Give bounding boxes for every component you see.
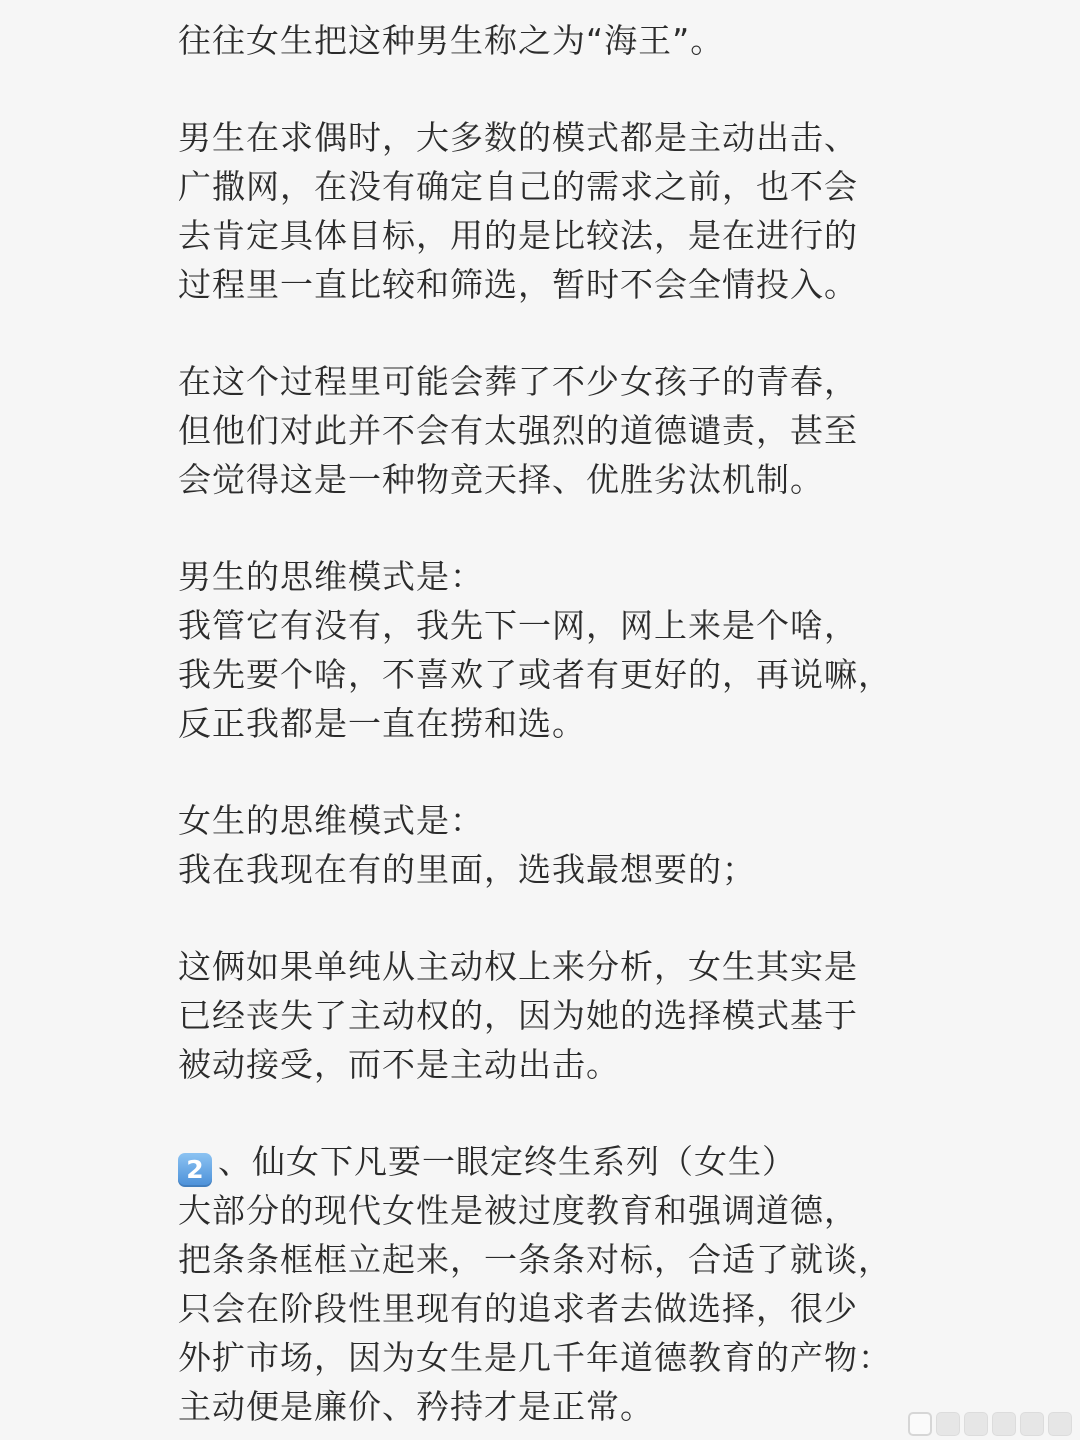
text-line: 只会在阶段性里现有的追求者去做选择，很少 (178, 1289, 858, 1328)
watermark-mosaic-icon (992, 1412, 1016, 1436)
text-line: 主动便是廉价、矜持才是正常。 (178, 1387, 654, 1426)
number-two-badge-icon: 2 (178, 1153, 212, 1187)
paragraph (178, 942, 908, 1089)
text-line: 我先要个啥，不喜欢了或者有更好的，再说嘛， (178, 655, 892, 694)
text-line: 我在我现在有的里面，选我最想要的； (178, 850, 756, 889)
paragraph (178, 113, 908, 309)
text-line: 但他们对此并不会有太强烈的道德谴责，甚至 (178, 411, 858, 450)
text-line: 女生的思维模式是： (178, 801, 484, 840)
text-line: 会觉得这是一种物竞天择、优胜劣汰机制。 (178, 460, 824, 499)
watermark (908, 1412, 1072, 1436)
article-body (178, 16, 908, 1431)
text-line: 我管它有没有，我先下一网，网上来是个啥， (178, 606, 858, 645)
text-line: 大部分的现代女性是被过度教育和强调道德， (178, 1191, 858, 1230)
text-line: 男生的思维模式是： (178, 557, 484, 596)
watermark-logo-icon (908, 1412, 932, 1436)
section-heading (178, 1137, 908, 1186)
text-line: 去肯定具体目标，用的是比较法，是在进行的 (178, 216, 858, 255)
text-line: 已经丧失了主动权的，因为她的选择模式基于 (178, 996, 858, 1035)
text-line: 男生在求偶时，大多数的模式都是主动出击、 (178, 118, 858, 157)
text-line: 这俩如果单纯从主动权上来分析，女生其实是 (178, 947, 858, 986)
text-line: 外扩市场，因为女生是几千年道德教育的产物： (178, 1338, 892, 1377)
watermark-mosaic-icon (936, 1412, 960, 1436)
section-heading-text: 、仙女下凡要一眼定终生系列（女生） (218, 1142, 796, 1181)
text-line: 过程里一直比较和筛选，暂时不会全情投入。 (178, 265, 858, 304)
section-2 (178, 1137, 908, 1431)
watermark-mosaic-icon (1020, 1412, 1044, 1436)
watermark-mosaic-icon (964, 1412, 988, 1436)
paragraph (178, 796, 908, 894)
text-line: 在这个过程里可能会葬了不少女孩子的青春， (178, 362, 858, 401)
text-line: 把条条框框立起来，一条条对标，合适了就谈， (178, 1240, 892, 1279)
text-line: 被动接受，而不是主动出击。 (178, 1045, 620, 1084)
paragraph (178, 552, 908, 748)
paragraph (178, 357, 908, 504)
watermark-mosaic-icon (1048, 1412, 1072, 1436)
text-line: 反正我都是一直在捞和选。 (178, 704, 586, 743)
text-line: 广撒网，在没有确定自己的需求之前，也不会 (178, 167, 858, 206)
text-line: 往往女生把这种男生称之为“海王”。 (178, 21, 725, 60)
paragraph (178, 16, 908, 65)
